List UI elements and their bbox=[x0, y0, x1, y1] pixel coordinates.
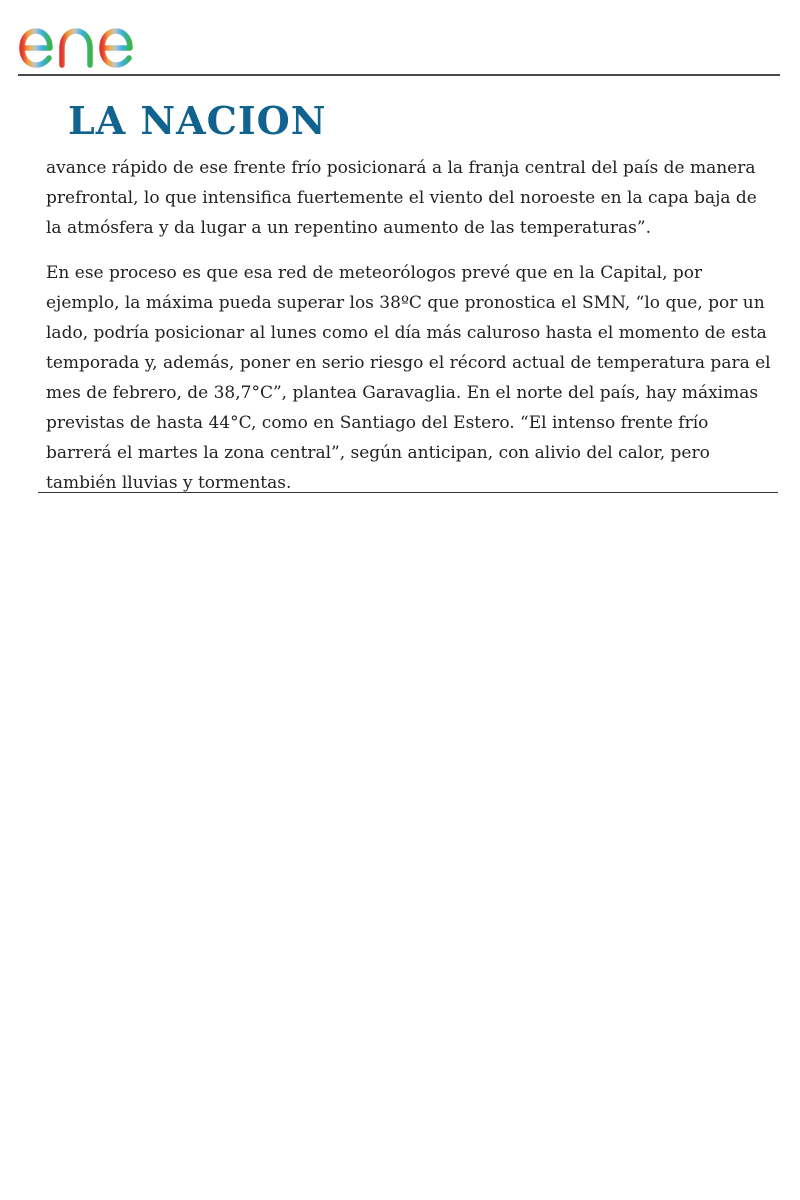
article-paragraph: avance rápido de ese frente frío posicionará a la franja central del país de manera prefrontal, lo que intensifica fuertemente el viento del noroeste en la capa baja de la atmósfera y da lugar a un repentino aumento de las temperaturas”. bbox=[46, 158, 757, 238]
enel-logo bbox=[18, 10, 170, 70]
page-header bbox=[18, 8, 780, 76]
article-paragraph: En ese proceso es que esa red de meteorólogos prevé que en la Capital, por ejemplo, la máxima pueda superar los 38ºC que pronostica el SMN, “lo que, por un lado, podría posicionar al lunes como el día más caluroso hasta el momento de esta temporada y, además, poner en serio riesgo el récord actual de temperatura para el mes de febrero, de 38,7°C”, plantea Garavaglia. En el norte del país, hay máximas previstas de hasta 44°C, como en Santiago del Estero. “El intenso frente frío barrerá el martes la zona central”, según anticipan, con alivio del calor, pero también lluvias y tormentas. bbox=[46, 263, 771, 493]
article-body bbox=[46, 153, 772, 513]
publication-name: LA NACION bbox=[68, 98, 327, 143]
article-end-divider bbox=[38, 492, 778, 493]
